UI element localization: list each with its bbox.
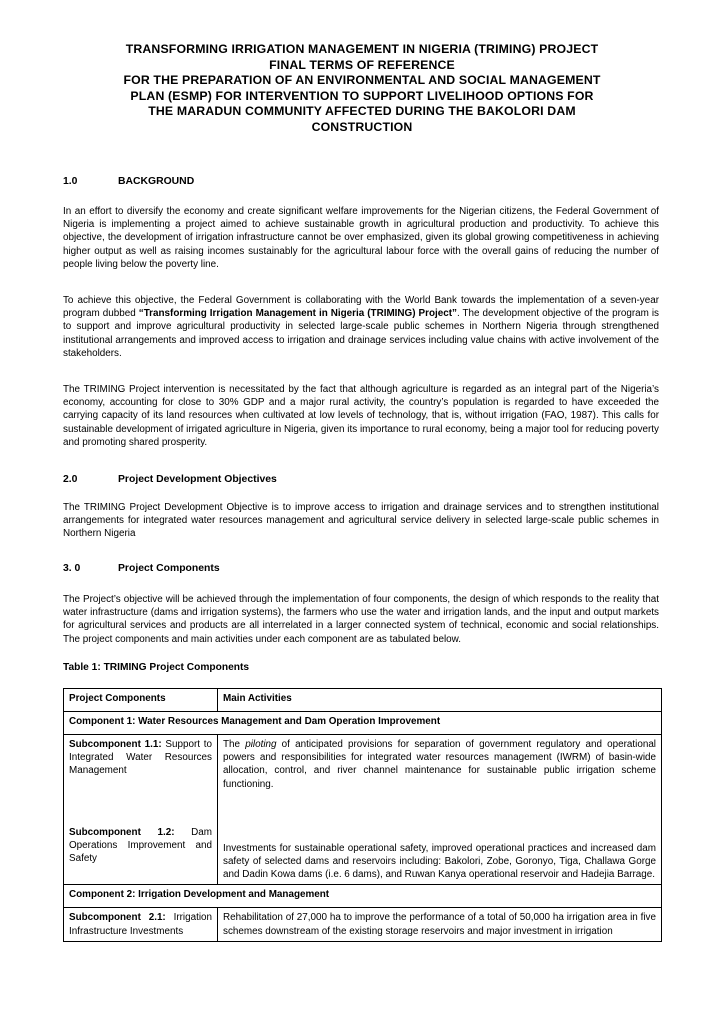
activity-text: of anticipated provisions for separation of government regulatory and operational powers and responsibilities for integrated water resources management (IWRM) of basin-wide allocation, control, and river channel maintenance for sustainable public irrigation scheme functioning. bbox=[223, 739, 656, 790]
section-title: Project Components bbox=[118, 563, 220, 574]
title-line: THE MARADUN COMMUNITY AFFECTED DURING THE BAKOLORI DAM bbox=[148, 104, 576, 119]
paragraph-text: . The development objective of the program is to support and improve agricultural productivity in selected large-scale public schemes in Northern Nigeria through strengthened institutional arrangements and improved access to irrigation and drainage services including value chains with active involvement of the stakeholders. bbox=[63, 308, 659, 359]
activities-cell bbox=[218, 908, 662, 941]
subcomponent-label: Subcomponent 1.2: bbox=[69, 826, 175, 838]
section-title: Project Development Objectives bbox=[118, 474, 277, 485]
section-heading-components bbox=[63, 563, 220, 574]
project-name-bold: “Transforming Irrigation Management in Nigeria (TRIMING) Project” bbox=[138, 308, 457, 320]
activities-cell bbox=[218, 735, 662, 885]
section-heading-objectives bbox=[63, 474, 277, 485]
activity-text: The bbox=[223, 739, 246, 750]
title-line: CONSTRUCTION bbox=[311, 119, 413, 134]
background-paragraph-3: The TRIMING Project intervention is necessitated by the fact that although agriculture is regarded as an integral part of the Nigeria’s economy, accounting for close to 30% GDP and a major rural activity, the country’s population is regarded to have exceeded the carrying capacity of its land resources when cultivated at low levels of technology, that is, without irrigation (FAO, 1987). This calls for sustainable development of irrigated agriculture in Nigeria, given its importance to rural economy, being a major tool for reducing poverty and promoting shared prosperity. bbox=[63, 384, 659, 448]
table-header-row bbox=[64, 689, 662, 712]
subcomponent-cell bbox=[64, 735, 218, 885]
subcomponent-1-1 bbox=[69, 738, 212, 778]
subcomponent-text: Irrigation Infrastructure Investments bbox=[69, 912, 212, 937]
components-paragraph: The Project’s objective will be achieved through the implementation of four components, the design of which responds to the reality that water infrastructure (dams and irrigation systems), the farmers who use the water and irrigation lands, and the input and output markets for agricultural services and products are all interrelated in a larger connected system of technical, economic and social relationships. The project components and main activities under each component are as tabulated below. bbox=[63, 594, 659, 645]
subcomponent-cell bbox=[64, 908, 218, 941]
activity-2-1: Rehabilitation of 27,000 ha to improve the performance of a total of 50,000 ha irrigation area in five schemes downstream of the existing storage reservoirs and major investment in irrigation bbox=[223, 912, 656, 937]
project-components-table bbox=[63, 688, 662, 942]
table-header-cell: Main Activities bbox=[218, 689, 662, 712]
table-row bbox=[64, 735, 662, 885]
section-number: 3. 0 bbox=[63, 563, 81, 574]
document-title bbox=[60, 42, 664, 136]
title-line: FOR THE PREPARATION OF AN ENVIRONMENTAL AND SOCIAL MANAGEMENT bbox=[123, 73, 601, 88]
subcomponent-1-2 bbox=[69, 826, 212, 866]
activity-italic: piloting bbox=[245, 739, 277, 750]
subcomponent-label: Subcomponent 2.1: bbox=[69, 912, 166, 924]
subcomponent-2-1 bbox=[69, 911, 212, 937]
section-number: 2.0 bbox=[63, 474, 78, 485]
paragraph-text: To achieve this objective, the Federal Government is collaborating with the World Bank towards the implementation of a seven-year program dubbed bbox=[63, 295, 659, 320]
section-heading-background bbox=[63, 176, 194, 187]
title-line: TRANSFORMING IRRIGATION MANAGEMENT IN NIGERIA (TRIMING) PROJECT bbox=[125, 42, 599, 56]
section-number: 1.0 bbox=[63, 176, 78, 187]
title-line: PLAN (ESMP) FOR INTERVENTION TO SUPPORT LIVELIHOOD OPTIONS FOR bbox=[130, 88, 594, 103]
background-paragraph-2 bbox=[63, 294, 659, 360]
component-1-cell: Component 1: Water Resources Management and Dam Operation Improvement bbox=[64, 712, 662, 735]
objectives-paragraph: The TRIMING Project Development Objective is to improve access to irrigation and drainage services and to strengthen institutional arrangements for integrated water resources management and agricultural service delivery in selected large-scale public schemes in Northern Nigeria bbox=[63, 502, 659, 540]
table-row bbox=[64, 908, 662, 941]
activity-1-2: Investments for sustainable operational safety, improved operational practices and increased dam safety of selected dams and reservoirs including: Bakolori, Zobe, Goronyo, Tiga, Challawa Gorge and Dadin Kowa dams (i.e. 6 dams), and Ruwan Kanya operational reservoir and Hadejia Barrage. bbox=[223, 842, 656, 881]
component-2-cell: Component 2: Irrigation Development and Management bbox=[64, 885, 662, 908]
subcomponent-text: Support to Integrated Water Resources Management bbox=[69, 739, 213, 777]
activity-1-1 bbox=[223, 738, 656, 791]
table-row bbox=[64, 885, 662, 908]
background-paragraph-1: In an effort to diversify the economy and create significant welfare improvements for the Nigerian citizens, the Federal Government of Nigeria is implementing a project aimed to achieve sustainable growth in agricultural production and productivity. To achieve this objective, the development of irrigation infrastructure cannot be over emphasized, given its global growing competitiveness in achieving higher output as well as raising incomes sustainably for the agricultural labour force with the overall gains of reducing the number of people living below the poverty line. bbox=[63, 206, 659, 270]
table-row bbox=[64, 712, 662, 735]
table-caption: Table 1: TRIMING Project Components bbox=[63, 662, 250, 673]
subcomponent-label: Subcomponent 1.1: bbox=[69, 739, 162, 750]
section-title: BACKGROUND bbox=[118, 176, 195, 187]
title-line: FINAL TERMS OF REFERENCE bbox=[269, 57, 455, 72]
subcomponent-text: Dam Operations Improvement and Safety bbox=[69, 826, 212, 865]
table-header-cell: Project Components bbox=[64, 689, 218, 712]
